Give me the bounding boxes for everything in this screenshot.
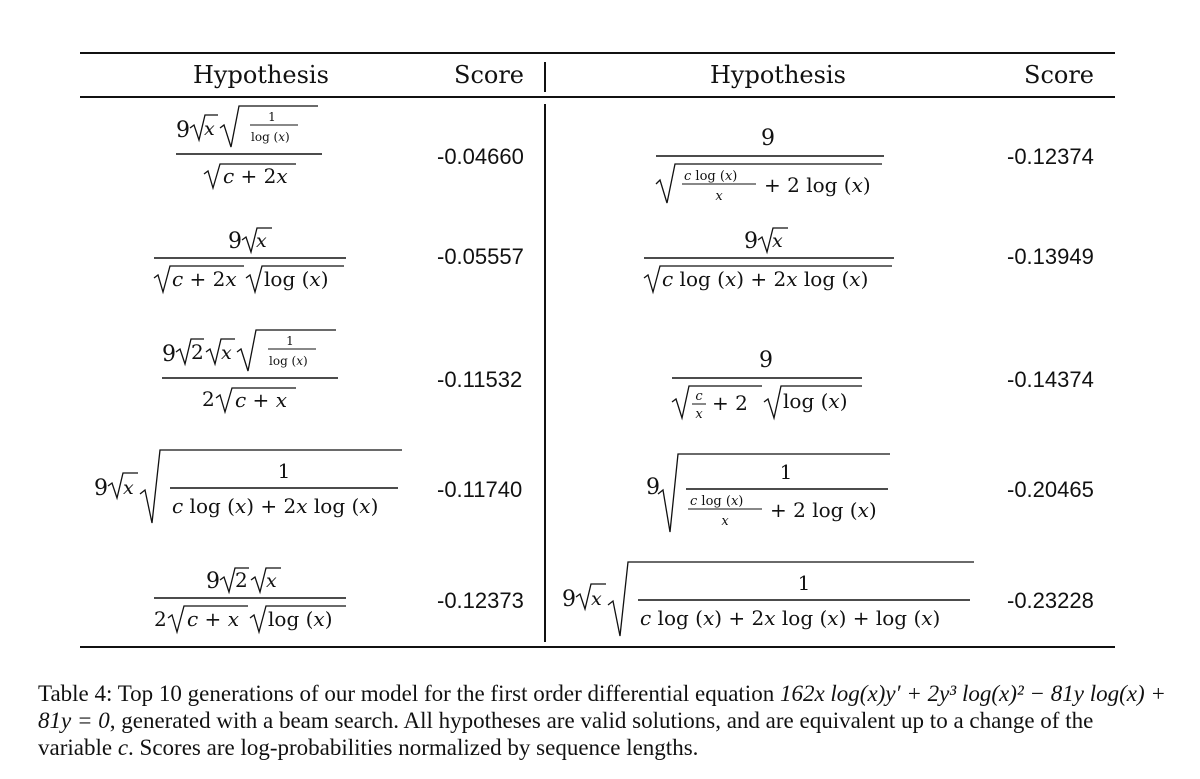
svg-text:9: 9: [744, 229, 758, 254]
right-hypothesis-1: [648, 118, 893, 213]
svg-text:x: x: [772, 230, 783, 252]
svg-text:9: 9: [646, 475, 660, 500]
svg-text:c log (x): c log (x): [690, 494, 744, 509]
svg-text:9: 9: [228, 229, 242, 254]
header-rule: [80, 96, 1115, 98]
svg-text:9: 9: [562, 587, 576, 612]
svg-text:+ 2 log (x): + 2 log (x): [764, 173, 871, 197]
svg-text:x: x: [591, 588, 602, 610]
left-hypothesis-5: [150, 560, 350, 640]
svg-text:1: 1: [797, 571, 811, 595]
svg-text:log (x): log (x): [783, 389, 848, 413]
caption-text-1: Top 10 generations of our model for the first order differential equation: [117, 681, 775, 706]
table-caption: [38, 680, 1168, 761]
svg-text:1: 1: [779, 460, 793, 484]
svg-text:log (x): log (x): [251, 130, 290, 144]
left-hypothesis-header: Hypothesis: [193, 61, 329, 89]
svg-text:c: c: [695, 389, 703, 404]
svg-text:9: 9: [761, 126, 775, 151]
left-score-2: -0.05557: [437, 244, 524, 269]
svg-text:9: 9: [206, 569, 220, 594]
right-score-2: -0.13949: [1007, 244, 1094, 269]
svg-text:c + x: c + x: [235, 388, 287, 412]
caption-variable: c: [117, 735, 129, 760]
svg-text:log (x): log (x): [269, 354, 308, 368]
left-score-3: -0.11532: [437, 367, 523, 392]
left-hypothesis-2: [150, 222, 350, 300]
svg-text:c log (x) + 2x log (x): c log (x) + 2x log (x): [172, 494, 379, 518]
svg-text:2: 2: [154, 607, 167, 631]
right-hypothesis-5: [558, 558, 983, 643]
svg-text:log (x): log (x): [264, 267, 329, 291]
right-score-header: Score: [1024, 61, 1095, 89]
right-hypothesis-header: Hypothesis: [710, 61, 846, 89]
left-score-header: Score: [454, 61, 525, 89]
right-score-4: -0.20465: [1007, 477, 1094, 502]
svg-text:9: 9: [162, 342, 176, 367]
svg-text:x: x: [715, 189, 723, 204]
left-hypothesis-1: [170, 100, 330, 195]
svg-text:c + 2x: c + 2x: [223, 164, 288, 188]
right-score-5: -0.23228: [1007, 588, 1094, 613]
svg-text:c log (x) + 2x log (x): c log (x) + 2x log (x): [662, 267, 869, 291]
bottom-rule: [80, 646, 1115, 648]
left-hypothesis-3: [156, 324, 346, 419]
svg-text:1: 1: [268, 110, 276, 124]
caption-text-2: , generated with a beam search. All hypotheses are valid solutions, and are equivalent up to a change of the variable: [38, 708, 1094, 760]
svg-text:c log (x): c log (x): [684, 169, 738, 184]
right-score-1: -0.12374: [1007, 144, 1094, 169]
caption-label: Table 4:: [38, 681, 113, 706]
svg-text:1: 1: [277, 459, 291, 483]
right-score-3: -0.14374: [1007, 367, 1094, 392]
svg-text:c log (x) + 2x log (x) + log (: c log (x) + 2x log (x) + log (x): [640, 606, 941, 630]
svg-text:x: x: [721, 514, 729, 529]
svg-text:log (x): log (x): [268, 607, 333, 631]
left-score-1: -0.04660: [437, 144, 524, 169]
top-rule: [80, 52, 1115, 54]
caption-equation: 162x log(x)y′ + 2y³ log(x)² − 81y log(x) + 81y = 0: [38, 681, 1166, 733]
left-hypothesis-4: [88, 447, 408, 532]
svg-text:x: x: [221, 342, 232, 364]
svg-text:2: 2: [235, 568, 248, 592]
svg-text:9: 9: [176, 118, 190, 143]
svg-text:+ 2: + 2: [712, 391, 748, 415]
right-hypothesis-3: [666, 342, 871, 422]
svg-text:2: 2: [202, 387, 215, 411]
svg-text:c + x: c + x: [187, 607, 239, 631]
svg-text:+ 2 log (x): + 2 log (x): [770, 498, 877, 522]
svg-text:c + 2x: c + 2x: [172, 267, 237, 291]
header-divider: [544, 62, 546, 92]
svg-text:9: 9: [759, 348, 773, 373]
svg-text:x: x: [204, 118, 215, 140]
left-score-4: -0.11740: [437, 477, 523, 502]
svg-text:2: 2: [191, 340, 204, 364]
svg-text:x: x: [256, 230, 267, 252]
caption-text-3: . Scores are log-probabilities normalized by sequence lengths.: [128, 735, 699, 760]
svg-text:x: x: [695, 407, 703, 422]
svg-text:x: x: [123, 477, 134, 499]
svg-text:1: 1: [286, 334, 294, 348]
svg-text:9: 9: [94, 476, 108, 501]
right-hypothesis-4: [640, 448, 900, 543]
left-score-5: -0.12373: [437, 588, 524, 613]
svg-text:x: x: [266, 570, 277, 592]
column-divider: [544, 104, 546, 642]
right-hypothesis-2: [638, 222, 898, 300]
